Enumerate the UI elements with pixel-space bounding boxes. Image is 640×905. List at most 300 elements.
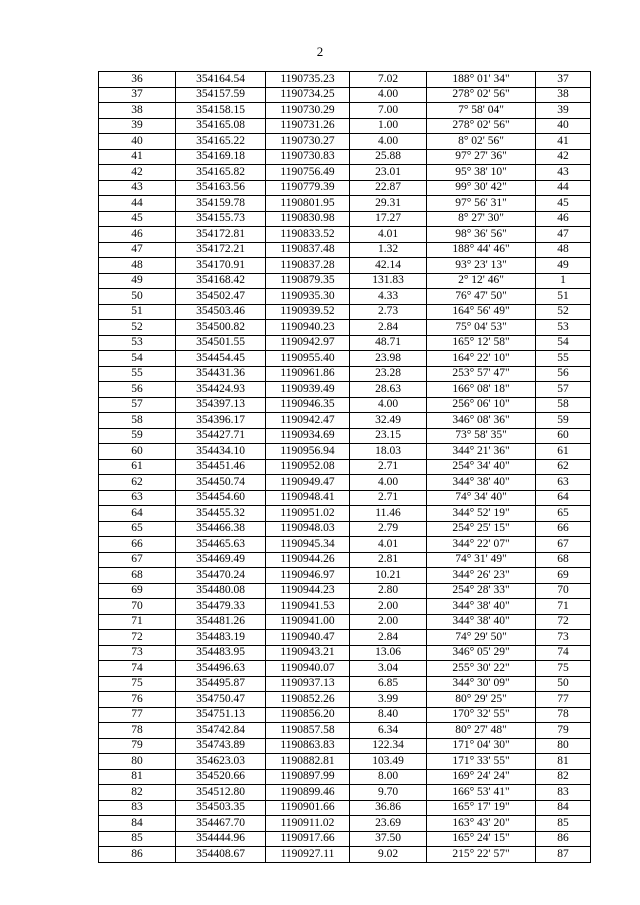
table-row [99,692,591,708]
table-row [99,289,591,305]
table-row [99,738,591,754]
next-point-cell: 39 [536,103,591,119]
bearing-cell: 165° 17' 19" [427,800,536,816]
distance-cell: 1.32 [350,242,427,258]
distance-cell: 4.33 [350,289,427,305]
next-point-cell: 45 [536,196,591,212]
table-row [99,444,591,460]
bearing-cell: 344° 26' 23" [427,568,536,584]
table-row [99,707,591,723]
table-row [99,196,591,212]
bearing-cell: 253° 57' 47" [427,366,536,382]
distance-cell: 23.15 [350,428,427,444]
next-point-cell: 46 [536,211,591,227]
x-coordinate-cell: 354157.59 [176,87,266,103]
distance-cell: 131.83 [350,273,427,289]
distance-cell: 29.31 [350,196,427,212]
table-row [99,134,591,150]
distance-cell: 1.00 [350,118,427,134]
bearing-cell: 344° 21' 36" [427,444,536,460]
bearing-cell: 76° 47' 50" [427,289,536,305]
next-point-cell: 58 [536,397,591,413]
y-coordinate-cell: 1190801.95 [266,196,350,212]
point-number-cell: 43 [99,180,176,196]
bearing-cell: 254° 28' 33" [427,583,536,599]
point-number-cell: 72 [99,630,176,646]
point-number-cell: 36 [99,72,176,88]
point-number-cell: 58 [99,413,176,429]
bearing-cell: 165° 12' 58" [427,335,536,351]
y-coordinate-cell: 1190731.26 [266,118,350,134]
next-point-cell: 43 [536,165,591,181]
distance-cell: 23.69 [350,816,427,832]
point-number-cell: 39 [99,118,176,134]
x-coordinate-cell: 354454.60 [176,490,266,506]
y-coordinate-cell: 1190955.40 [266,351,350,367]
x-coordinate-cell: 354450.74 [176,475,266,491]
next-point-cell: 49 [536,258,591,274]
bearing-cell: 188° 44' 46" [427,242,536,258]
bearing-cell: 8° 02' 56" [427,134,536,150]
next-point-cell: 63 [536,475,591,491]
next-point-cell: 72 [536,614,591,630]
next-point-cell: 48 [536,242,591,258]
point-number-cell: 45 [99,211,176,227]
next-point-cell: 60 [536,428,591,444]
distance-cell: 25.88 [350,149,427,165]
table-row [99,103,591,119]
bearing-cell: 256° 06' 10" [427,397,536,413]
distance-cell: 7.02 [350,72,427,88]
distance-cell: 23.28 [350,366,427,382]
bearing-cell: 163° 43' 20" [427,816,536,832]
table-row [99,351,591,367]
point-number-cell: 86 [99,847,176,863]
y-coordinate-cell: 1190961.86 [266,366,350,382]
y-coordinate-cell: 1190927.11 [266,847,350,863]
bearing-cell: 80° 27' 48" [427,723,536,739]
x-coordinate-cell: 354503.46 [176,304,266,320]
next-point-cell: 37 [536,72,591,88]
next-point-cell: 61 [536,444,591,460]
x-coordinate-cell: 354170.91 [176,258,266,274]
y-coordinate-cell: 1190730.29 [266,103,350,119]
x-coordinate-cell: 354479.33 [176,599,266,615]
distance-cell: 4.00 [350,475,427,491]
distance-cell: 13.06 [350,645,427,661]
bearing-cell: 80° 29' 25" [427,692,536,708]
point-number-cell: 37 [99,87,176,103]
bearing-cell: 93° 23' 13" [427,258,536,274]
next-point-cell: 42 [536,149,591,165]
y-coordinate-cell: 1190943.21 [266,645,350,661]
next-point-cell: 57 [536,382,591,398]
point-number-cell: 62 [99,475,176,491]
x-coordinate-cell: 354466.38 [176,521,266,537]
x-coordinate-cell: 354500.82 [176,320,266,336]
table-row [99,816,591,832]
y-coordinate-cell: 1190837.48 [266,242,350,258]
y-coordinate-cell: 1190956.94 [266,444,350,460]
next-point-cell: 56 [536,366,591,382]
table-row [99,599,591,615]
table-row [99,475,591,491]
bearing-cell: 344° 38' 40" [427,475,536,491]
bearing-cell: 166° 53' 41" [427,785,536,801]
y-coordinate-cell: 1190863.83 [266,738,350,754]
point-number-cell: 76 [99,692,176,708]
x-coordinate-cell: 354501.55 [176,335,266,351]
y-coordinate-cell: 1190857.58 [266,723,350,739]
distance-cell: 2.71 [350,490,427,506]
y-coordinate-cell: 1190856.20 [266,707,350,723]
bearing-cell: 215° 22' 57" [427,847,536,863]
point-number-cell: 60 [99,444,176,460]
next-point-cell: 38 [536,87,591,103]
bearing-cell: 278° 02' 56" [427,87,536,103]
point-number-cell: 80 [99,754,176,770]
bearing-cell: 99° 30' 42" [427,180,536,196]
table-row [99,459,591,475]
x-coordinate-cell: 354434.10 [176,444,266,460]
bearing-cell: 344° 22' 07" [427,537,536,553]
table-row [99,831,591,847]
point-number-cell: 52 [99,320,176,336]
bearing-cell: 169° 24' 24" [427,769,536,785]
distance-cell: 9.02 [350,847,427,863]
table-row [99,769,591,785]
next-point-cell: 79 [536,723,591,739]
distance-cell: 36.86 [350,800,427,816]
table-row [99,118,591,134]
next-point-cell: 55 [536,351,591,367]
point-number-cell: 70 [99,599,176,615]
y-coordinate-cell: 1190882.81 [266,754,350,770]
next-point-cell: 78 [536,707,591,723]
distance-cell: 23.01 [350,165,427,181]
table-row [99,382,591,398]
y-coordinate-cell: 1190852.26 [266,692,350,708]
y-coordinate-cell: 1190879.35 [266,273,350,289]
y-coordinate-cell: 1190837.28 [266,258,350,274]
y-coordinate-cell: 1190940.23 [266,320,350,336]
y-coordinate-cell: 1190934.69 [266,428,350,444]
x-coordinate-cell: 354467.70 [176,816,266,832]
next-point-cell: 83 [536,785,591,801]
bearing-cell: 7° 58' 04" [427,103,536,119]
distance-cell: 37.50 [350,831,427,847]
next-point-cell: 66 [536,521,591,537]
table-row [99,552,591,568]
x-coordinate-cell: 354503.35 [176,800,266,816]
table-row [99,847,591,863]
x-coordinate-cell: 354623.03 [176,754,266,770]
bearing-cell: 171° 33' 55" [427,754,536,770]
distance-cell: 8.40 [350,707,427,723]
y-coordinate-cell: 1190939.52 [266,304,350,320]
next-point-cell: 80 [536,738,591,754]
table-row [99,180,591,196]
point-number-cell: 73 [99,645,176,661]
y-coordinate-cell: 1190939.49 [266,382,350,398]
x-coordinate-cell: 354451.46 [176,459,266,475]
bearing-cell: 344° 30' 09" [427,676,536,692]
next-point-cell: 69 [536,568,591,584]
point-number-cell: 54 [99,351,176,367]
next-point-cell: 73 [536,630,591,646]
x-coordinate-cell: 354396.17 [176,413,266,429]
y-coordinate-cell: 1190944.26 [266,552,350,568]
x-coordinate-cell: 354168.42 [176,273,266,289]
x-coordinate-cell: 354512.80 [176,785,266,801]
x-coordinate-cell: 354483.95 [176,645,266,661]
y-coordinate-cell: 1190899.46 [266,785,350,801]
bearing-cell: 74° 34' 40" [427,490,536,506]
next-point-cell: 51 [536,289,591,305]
bearing-cell: 8° 27' 30" [427,211,536,227]
x-coordinate-cell: 354455.32 [176,506,266,522]
distance-cell: 10.21 [350,568,427,584]
x-coordinate-cell: 354397.13 [176,397,266,413]
x-coordinate-cell: 354431.36 [176,366,266,382]
next-point-cell: 87 [536,847,591,863]
distance-cell: 8.00 [350,769,427,785]
distance-cell: 2.84 [350,630,427,646]
distance-cell: 32.49 [350,413,427,429]
distance-cell: 4.01 [350,537,427,553]
next-point-cell: 74 [536,645,591,661]
y-coordinate-cell: 1190946.97 [266,568,350,584]
point-number-cell: 51 [99,304,176,320]
point-number-cell: 53 [99,335,176,351]
table-row [99,428,591,444]
point-number-cell: 57 [99,397,176,413]
distance-cell: 4.01 [350,227,427,243]
distance-cell: 9.70 [350,785,427,801]
y-coordinate-cell: 1190734.25 [266,87,350,103]
x-coordinate-cell: 354424.93 [176,382,266,398]
y-coordinate-cell: 1190779.39 [266,180,350,196]
bearing-cell: 75° 04' 53" [427,320,536,336]
next-point-cell: 62 [536,459,591,475]
table-row [99,537,591,553]
y-coordinate-cell: 1190941.00 [266,614,350,630]
bearing-cell: 171° 04' 30" [427,738,536,754]
x-coordinate-cell: 354480.08 [176,583,266,599]
y-coordinate-cell: 1190948.41 [266,490,350,506]
x-coordinate-cell: 354427.71 [176,428,266,444]
distance-cell: 6.85 [350,676,427,692]
bearing-cell: 166° 08' 18" [427,382,536,398]
table-row [99,149,591,165]
bearing-cell: 97° 27' 36" [427,149,536,165]
next-point-cell: 77 [536,692,591,708]
next-point-cell: 82 [536,769,591,785]
point-number-cell: 38 [99,103,176,119]
table-row [99,490,591,506]
x-coordinate-cell: 354751.13 [176,707,266,723]
x-coordinate-cell: 354495.87 [176,676,266,692]
distance-cell: 11.46 [350,506,427,522]
y-coordinate-cell: 1190941.53 [266,599,350,615]
distance-cell: 4.00 [350,134,427,150]
table-row [99,242,591,258]
table-row [99,645,591,661]
table-row [99,227,591,243]
table-row [99,583,591,599]
x-coordinate-cell: 354159.78 [176,196,266,212]
bearing-cell: 74° 31' 49" [427,552,536,568]
table-row [99,521,591,537]
x-coordinate-cell: 354408.67 [176,847,266,863]
table-row [99,661,591,677]
point-number-cell: 40 [99,134,176,150]
table-row [99,366,591,382]
y-coordinate-cell: 1190944.23 [266,583,350,599]
distance-cell: 122.34 [350,738,427,754]
table-row [99,723,591,739]
x-coordinate-cell: 354483.19 [176,630,266,646]
bearing-cell: 346° 08' 36" [427,413,536,429]
x-coordinate-cell: 354172.81 [176,227,266,243]
point-number-cell: 85 [99,831,176,847]
point-number-cell: 83 [99,800,176,816]
bearing-cell: 95° 38' 10" [427,165,536,181]
bearing-cell: 254° 25' 15" [427,521,536,537]
next-point-cell: 64 [536,490,591,506]
point-number-cell: 66 [99,537,176,553]
x-coordinate-cell: 354496.63 [176,661,266,677]
distance-cell: 2.81 [350,552,427,568]
point-number-cell: 67 [99,552,176,568]
bearing-cell: 344° 38' 40" [427,614,536,630]
y-coordinate-cell: 1190946.35 [266,397,350,413]
y-coordinate-cell: 1190897.99 [266,769,350,785]
distance-cell: 2.79 [350,521,427,537]
table-row [99,211,591,227]
y-coordinate-cell: 1190952.08 [266,459,350,475]
next-point-cell: 59 [536,413,591,429]
x-coordinate-cell: 354169.18 [176,149,266,165]
bearing-cell: 346° 05' 29" [427,645,536,661]
x-coordinate-cell: 354481.26 [176,614,266,630]
y-coordinate-cell: 1190730.83 [266,149,350,165]
point-number-cell: 63 [99,490,176,506]
point-number-cell: 78 [99,723,176,739]
point-number-cell: 75 [99,676,176,692]
distance-cell: 2.80 [350,583,427,599]
table-row [99,165,591,181]
point-number-cell: 59 [99,428,176,444]
point-number-cell: 56 [99,382,176,398]
y-coordinate-cell: 1190940.07 [266,661,350,677]
y-coordinate-cell: 1190917.66 [266,831,350,847]
point-number-cell: 61 [99,459,176,475]
y-coordinate-cell: 1190942.47 [266,413,350,429]
table-row [99,568,591,584]
point-number-cell: 71 [99,614,176,630]
next-point-cell: 40 [536,118,591,134]
point-number-cell: 64 [99,506,176,522]
bearing-cell: 2° 12' 46" [427,273,536,289]
point-number-cell: 82 [99,785,176,801]
x-coordinate-cell: 354469.49 [176,552,266,568]
distance-cell: 103.49 [350,754,427,770]
bearing-cell: 73° 58' 35" [427,428,536,444]
point-number-cell: 81 [99,769,176,785]
next-point-cell: 1 [536,273,591,289]
point-number-cell: 46 [99,227,176,243]
point-number-cell: 44 [99,196,176,212]
next-point-cell: 84 [536,800,591,816]
distance-cell: 7.00 [350,103,427,119]
table-row [99,320,591,336]
y-coordinate-cell: 1190901.66 [266,800,350,816]
point-number-cell: 49 [99,273,176,289]
x-coordinate-cell: 354444.96 [176,831,266,847]
next-point-cell: 71 [536,599,591,615]
distance-cell: 3.04 [350,661,427,677]
x-coordinate-cell: 354165.22 [176,134,266,150]
bearing-cell: 164° 56' 49" [427,304,536,320]
y-coordinate-cell: 1190756.49 [266,165,350,181]
x-coordinate-cell: 354470.24 [176,568,266,584]
bearing-cell: 188° 01' 34" [427,72,536,88]
distance-cell: 2.71 [350,459,427,475]
point-number-cell: 65 [99,521,176,537]
x-coordinate-cell: 354155.73 [176,211,266,227]
table-row [99,676,591,692]
next-point-cell: 47 [536,227,591,243]
point-number-cell: 69 [99,583,176,599]
point-number-cell: 55 [99,366,176,382]
distance-cell: 42.14 [350,258,427,274]
coordinates-table [98,71,591,863]
bearing-cell: 344° 38' 40" [427,599,536,615]
y-coordinate-cell: 1190730.27 [266,134,350,150]
x-coordinate-cell: 354164.54 [176,72,266,88]
bearing-cell: 97° 56' 31" [427,196,536,212]
point-number-cell: 79 [99,738,176,754]
table-body [99,72,591,863]
x-coordinate-cell: 354743.89 [176,738,266,754]
y-coordinate-cell: 1190942.97 [266,335,350,351]
x-coordinate-cell: 354163.56 [176,180,266,196]
distance-cell: 18.03 [350,444,427,460]
x-coordinate-cell: 354465.63 [176,537,266,553]
y-coordinate-cell: 1190735.23 [266,72,350,88]
distance-cell: 2.00 [350,614,427,630]
next-point-cell: 67 [536,537,591,553]
table-row [99,630,591,646]
distance-cell: 4.00 [350,397,427,413]
bearing-cell: 278° 02' 56" [427,118,536,134]
table-row [99,754,591,770]
page-number: 2 [316,44,324,59]
y-coordinate-cell: 1190911.02 [266,816,350,832]
next-point-cell: 41 [536,134,591,150]
next-point-cell: 70 [536,583,591,599]
table-row [99,614,591,630]
next-point-cell: 52 [536,304,591,320]
point-number-cell: 77 [99,707,176,723]
distance-cell: 22.87 [350,180,427,196]
y-coordinate-cell: 1190830.98 [266,211,350,227]
table-row [99,800,591,816]
x-coordinate-cell: 354165.08 [176,118,266,134]
x-coordinate-cell: 354742.84 [176,723,266,739]
point-number-cell: 41 [99,149,176,165]
